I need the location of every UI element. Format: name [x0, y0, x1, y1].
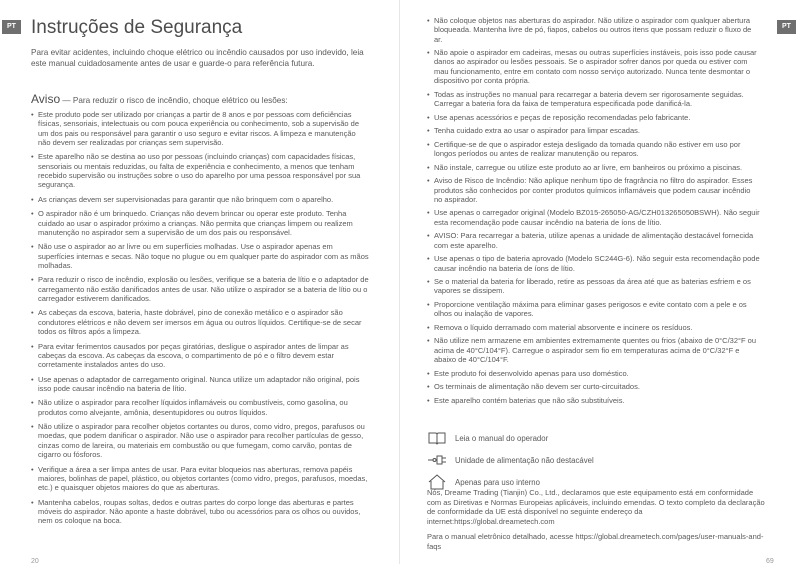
safety-item: • Proporcione ventilação máxima para eliminar gases perigosos e evite contato com a pele e os olhos ou inalação de vapores.	[427, 300, 760, 319]
safety-item: • Se o material da bateria for liberado, retire as pessoas da área até que as baterias esfriem e os vapores se dissipem.	[427, 277, 760, 296]
left-safety-list	[31, 110, 369, 531]
language-tag: PT	[2, 20, 21, 34]
left-page	[0, 0, 400, 564]
warning-lead: — Para reduzir o risco de incêndio, choque elétrico ou lesões:	[62, 96, 288, 105]
language-tag-right: PT	[777, 20, 796, 34]
safety-item: • Os terminais de alimentação não devem ser curto-circuitados.	[427, 382, 760, 391]
safety-item: • Mantenha cabelos, roupas soltas, dedos e outras partes do corpo longe das aberturas e partes móveis do aspirador. Não aponte a haste dobrável, tubo ou acessórios para os olhos ou ouvidos, nem os coloque na boca.	[31, 498, 369, 526]
symbol-row	[427, 450, 767, 470]
safety-item: • Use apenas o adaptador de carregamento original. Nunca utilize um adaptador não original, pois isso pode causar incêndio na bateria de lítio.	[31, 375, 369, 394]
symbol-row	[427, 428, 767, 448]
warning-word: Aviso	[31, 92, 61, 106]
open-book-icon	[427, 430, 447, 446]
safety-item: • Não utilize o aspirador para recolher objetos cortantes ou duros, como vidro, pregos, parafusos ou moedas, que podem danificar o aspirador. Não use o aspirador para recolher partículas de gesso, cinzas como de lareira, ou materiais em combustão ou que fumegam, como carvão, pontas de cigarro ou fósforos.	[31, 422, 369, 459]
safety-item: • Use apenas acessórios e peças de reposição recomendadas pelo fabricante.	[427, 113, 760, 122]
safety-item: • Verifique a área a ser limpa antes de usar. Para evitar bloqueios nas aberturas, remova papéis maiores, bolinhas de papel, plástico, ou objetos cortantes (como vidro, pregos, parafusos, moedas, etc.) e quaisquer objetos maiores do que as aberturas.	[31, 465, 369, 493]
safety-item: • Para reduzir o risco de incêndio, explosão ou lesões, verifique se a bateria de lítio e o adaptador de carregamento não estão danificados antes de usar. Não utilize o aspirador se a bateria de lítio ou o carregador estiverem danificados.	[31, 275, 369, 303]
safety-item: • Não instale, carregue ou utilize este produto ao ar livre, em banheiros ou próximo a piscinas.	[427, 163, 760, 172]
symbol-label: Apenas para uso interno	[455, 477, 540, 487]
safety-item: • AVISO: Para recarregar a bateria, utilize apenas a unidade de alimentação destacável fornecida com este aparelho.	[427, 231, 760, 250]
manual-link-text: Para o manual eletrônico detalhado, acesse https://global.dreametech.com/pages/user-manuals-and-faqs	[427, 532, 764, 551]
safety-item: • Não apoie o aspirador em cadeiras, mesas ou outras superfícies instáveis, pois isso pode causar danos ao aspirador ou lesões pessoais. Se o aspirador sofrer danos por queda ou estiver com mau funcionamento, entre em contato com nosso serviço autorizado. Nunca tente desmontar o dispositivo por conta própria.	[427, 48, 760, 85]
safety-item: • Aviso de Risco de Incêndio: Não aplique nenhum tipo de fragrância no filtro do aspirador. Esses produtos são conhecidos por conter produtos químicos inflamáveis que podem causar incêndio no aspirador.	[427, 176, 760, 204]
safety-item: • Não use o aspirador ao ar livre ou em superfícies molhadas. Use o aspirador apenas em superfícies internas e secas. Não toque no plugue ou em qualquer parte do aspirador com as mãos molhadas.	[31, 242, 369, 270]
safety-item: • As crianças devem ser supervisionadas para garantir que não brinquem com o aparelho.	[31, 195, 369, 204]
intro-paragraph: Para evitar acidentes, incluindo choque elétrico ou incêndio causados por uso indevido, leia este manual cuidadosamente antes de usar e guarde-o para referência futura.	[31, 48, 364, 68]
safety-item: • Certifique-se de que o aspirador esteja desligado da tomada quando não estiver em uso por longos períodos ou antes de realizar manutenção ou reparos.	[427, 140, 760, 159]
safety-item: • Este aparelho não se destina ao uso por pessoas (incluindo crianças) com capacidades físicas, sensoriais ou mentais reduzidas, ou falta de experiência e conhecimento, a menos que tenham recebido supervisão ou instruções sobre o uso do aparelho por uma pessoa responsável por sua segurança.	[31, 152, 369, 189]
safety-item: • Este produto foi desenvolvido apenas para uso doméstico.	[427, 369, 760, 378]
safety-item: • Este aparelho contém baterias que não são substituíveis.	[427, 396, 760, 405]
warning-heading	[31, 94, 371, 106]
page-number-right: 69	[766, 558, 774, 565]
safety-item: • Para evitar ferimentos causados por peças giratórias, desligue o aspirador antes de limpar as cabeças da escova. As cabeças da escova, o compartimento de pó e o filtro devem estar corretamente instalados antes do uso.	[31, 342, 369, 370]
safety-item: • Não utilize nem armazene em ambientes extremamente quentes ou frios (abaixo de 0°C/32°F ou acima de 40°C/104°F). Carregue o aspirador sem fio em temperaturas acima de 0°C/32°F e abaixo de 40°C/104°F.	[427, 336, 760, 364]
page-title: Instruções de Segurança	[31, 17, 243, 38]
right-safety-list	[427, 16, 760, 409]
safety-item: • Não coloque objetos nas aberturas do aspirador. Não utilize o aspirador com qualquer abertura bloqueada. Mantenha livre de pó, fiapos, cabelos ou outros itens que possam reduzir o fluxo de ar.	[427, 16, 760, 44]
safety-item: • Não utilize o aspirador para recolher líquidos inflamáveis ou combustíveis, como gasolina, ou produtos como alvejante, amônia, desentupidores ou outros líquidos.	[31, 398, 369, 417]
safety-item: • Use apenas o tipo de bateria aprovado (Modelo SC244G-6). Não seguir esta recomendação pode causar incêndio na bateria de íons de lítio.	[427, 254, 760, 273]
page-number-left: 20	[31, 558, 39, 565]
eu-declaration: Nós, Dreame Trading (Tianjin) Co., Ltd., declaramos que este equipamento está em conformidade com as Diretivas e Normas Europeias aplicáveis, incluindo emendas. O texto completo da declaração de conformidade da UE está disponível no seguinte endereço da internet:https://global.dreametech.com	[427, 488, 765, 526]
symbol-label: Unidade de alimentação não destacável	[455, 455, 594, 465]
symbol-label: Leia o manual do operador	[455, 433, 549, 443]
safety-item: • O aspirador não é um brinquedo. Crianças não devem brincar ou operar este produto. Tenha cuidado ao usar o aspirador próximo a crianças. Não permita que crianças limpem ou realizem manutenção no aspirador sem a supervisão de um dos pais ou responsável.	[31, 209, 369, 237]
symbol-legend	[427, 428, 767, 494]
safety-item: • Todas as instruções no manual para recarregar a bateria devem ser rigorosamente seguidas. Carregar a bateria fora da faixa de temperatura especificada pode danificá-la.	[427, 90, 760, 109]
safety-item: • Este produto pode ser utilizado por crianças a partir de 8 anos e por pessoas com deficiências físicas, sensoriais, intelectuais ou com pouca experiência ou conhecimento, sob a supervisão de um dos pais ou responsável para garantir o uso seguro e evitar riscos. A limpeza e manutenção não devem ser realizadas por crianças sem supervisão.	[31, 110, 369, 147]
detachable-power-unit-icon	[427, 452, 447, 468]
safety-item: • Tenha cuidado extra ao usar o aspirador para limpar escadas.	[427, 126, 760, 135]
safety-item: • As cabeças da escova, bateria, haste dobrável, pino de conexão metálico e o aspirador são condutores elétricos e não devem ser imersos em água ou outros líquidos. Certifique-se de secar todos os filtros após a limpeza.	[31, 308, 369, 336]
safety-item: • Remova o líquido derramado com material absorvente e incinere os resíduos.	[427, 323, 760, 332]
safety-item: • Use apenas o carregador original (Modelo BZ015-265050-AG/CZH013265050BSWH). Não seguir esta recomendação pode causar incêndio na bateria de íons de lítio.	[427, 208, 760, 227]
